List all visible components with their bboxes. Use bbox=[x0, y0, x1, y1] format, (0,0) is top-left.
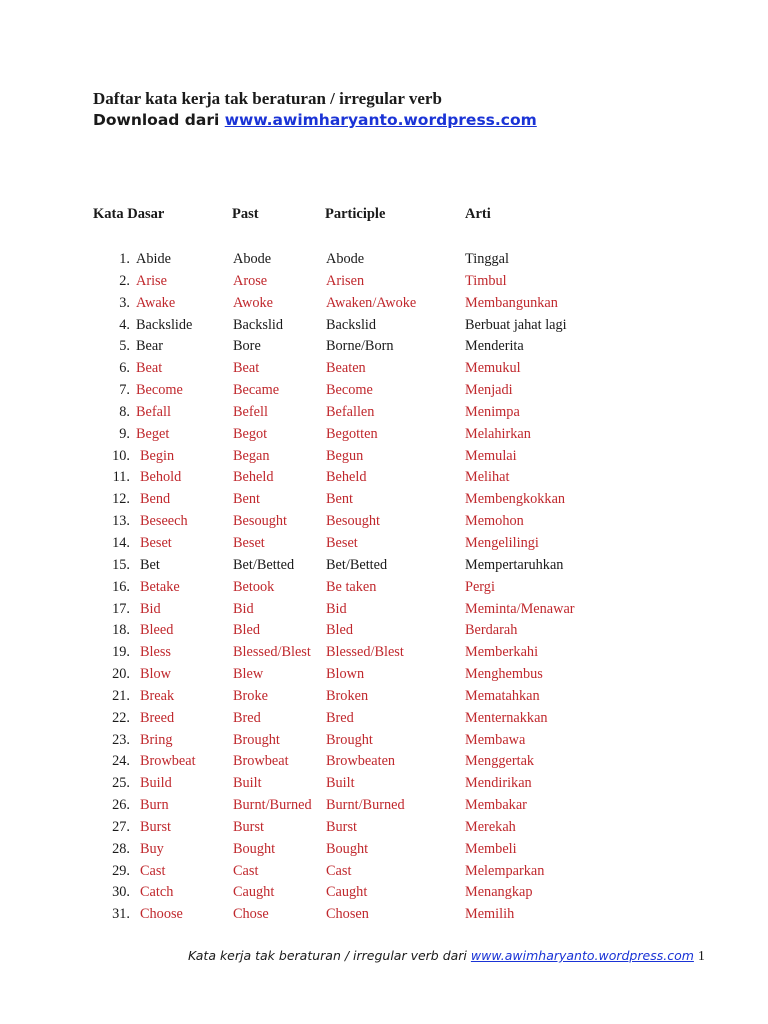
verb-number: 13. bbox=[112, 513, 130, 530]
verb-past: Bet/Betted bbox=[233, 556, 295, 573]
verb-number: 29. bbox=[112, 862, 130, 879]
verb-participle: Arisen bbox=[326, 272, 365, 289]
verb-base: Abide bbox=[136, 251, 171, 267]
verb-participle: Broken bbox=[326, 687, 369, 704]
verb-participle: Caught bbox=[326, 884, 368, 901]
verb-past: Bid bbox=[233, 600, 254, 617]
verb-base: Blow bbox=[140, 666, 171, 683]
verb-meaning: Melahirkan bbox=[465, 425, 531, 442]
verb-participle: Burst bbox=[326, 818, 357, 835]
verb-participle: Blown bbox=[326, 666, 365, 683]
verb-number: 24. bbox=[112, 753, 130, 770]
page-number: 1 bbox=[697, 949, 705, 964]
verb-meaning: Membakar bbox=[465, 797, 527, 814]
verb-number: 5. bbox=[119, 338, 130, 355]
verb-number: 7. bbox=[119, 382, 130, 399]
verb-base: Begin bbox=[140, 447, 175, 464]
verb-base: Bleed bbox=[140, 622, 174, 639]
verb-meaning: Berbuat jahat lagi bbox=[465, 316, 567, 333]
verb-meaning: Memukul bbox=[465, 360, 521, 377]
verb-number: 23. bbox=[112, 731, 130, 748]
table-row bbox=[0, 424, 768, 446]
table-row bbox=[0, 664, 768, 686]
verb-number: 18. bbox=[112, 622, 130, 639]
verb-base: Awake bbox=[136, 294, 176, 311]
table-row bbox=[0, 642, 768, 664]
verb-base: Browbeat bbox=[140, 753, 196, 770]
verb-base: Buy bbox=[140, 840, 164, 857]
verb-past: Bore bbox=[233, 338, 261, 355]
verb-past: Browbeat bbox=[233, 753, 289, 770]
verb-number: 9. bbox=[119, 425, 130, 442]
verb-number: 11. bbox=[112, 469, 130, 486]
verb-number: 26. bbox=[112, 797, 130, 814]
verb-participle: Begun bbox=[326, 447, 364, 464]
verb-meaning: Memilih bbox=[465, 906, 515, 923]
verb-base: Beget bbox=[136, 425, 170, 442]
verb-number: 15. bbox=[112, 556, 130, 573]
verb-participle: Brought bbox=[326, 731, 373, 748]
table-row bbox=[0, 686, 768, 708]
verb-past: Bought bbox=[233, 840, 276, 857]
verb-participle: Beaten bbox=[326, 360, 366, 377]
verb-number: 20. bbox=[112, 666, 130, 683]
verb-base: Arise bbox=[136, 272, 167, 289]
verb-participle: Befallen bbox=[326, 403, 375, 420]
verb-meaning: Melemparkan bbox=[465, 862, 545, 879]
table-row bbox=[0, 795, 768, 817]
table-row bbox=[0, 336, 768, 358]
table-row bbox=[0, 402, 768, 424]
verb-meaning: Menimpa bbox=[465, 403, 520, 420]
verb-meaning: Mendirikan bbox=[465, 775, 532, 792]
table-row bbox=[0, 904, 768, 926]
verb-base: Bring bbox=[140, 731, 173, 748]
verb-meaning: Mengelilingi bbox=[465, 534, 539, 551]
verb-base: Catch bbox=[140, 884, 174, 901]
verb-number: 4. bbox=[119, 316, 130, 333]
verb-past: Beheld bbox=[233, 469, 274, 486]
verb-past: Brought bbox=[233, 731, 280, 748]
verb-past: Caught bbox=[233, 884, 275, 901]
verb-participle: Built bbox=[326, 775, 355, 792]
verb-number: 3. bbox=[119, 294, 130, 311]
verb-number: 12. bbox=[112, 491, 130, 508]
verb-participle: Become bbox=[326, 382, 373, 399]
table-row bbox=[0, 577, 768, 599]
verb-base: Bend bbox=[140, 491, 171, 508]
header-meaning: Arti bbox=[465, 206, 491, 222]
verb-participle: Besought bbox=[326, 513, 381, 530]
verb-past: Became bbox=[233, 382, 280, 399]
verb-participle: Bent bbox=[326, 491, 354, 508]
verb-meaning: Menggertak bbox=[465, 753, 535, 770]
verb-number: 22. bbox=[112, 709, 130, 726]
verb-past: Bred bbox=[233, 709, 261, 726]
verb-past: Chose bbox=[233, 906, 269, 923]
verb-participle: Abode bbox=[326, 251, 365, 267]
verb-meaning: Memohon bbox=[465, 513, 524, 530]
verb-participle: Bought bbox=[326, 840, 369, 857]
verb-number: 10. bbox=[112, 447, 130, 464]
verb-past: Beset bbox=[233, 534, 265, 551]
verb-past: Blessed/Blest bbox=[233, 644, 311, 661]
verb-base: Burn bbox=[140, 797, 169, 814]
verb-base: Beat bbox=[136, 360, 163, 377]
verb-base: Become bbox=[136, 382, 183, 399]
verb-base: Burst bbox=[140, 818, 171, 835]
table-row bbox=[0, 533, 768, 555]
table-row bbox=[0, 293, 768, 315]
verb-number: 2. bbox=[119, 272, 130, 289]
page-footer bbox=[188, 947, 705, 966]
verb-meaning: Melihat bbox=[465, 469, 510, 486]
verb-number: 27. bbox=[112, 818, 130, 835]
verb-past: Betook bbox=[233, 578, 275, 595]
table-row bbox=[0, 315, 768, 337]
verb-number: 8. bbox=[119, 403, 130, 420]
verb-base: Choose bbox=[140, 906, 183, 923]
verb-base: Bear bbox=[136, 338, 163, 355]
verb-meaning: Mematahkan bbox=[465, 687, 540, 704]
verb-past: Awoke bbox=[233, 294, 273, 311]
verb-meaning: Tinggal bbox=[465, 251, 509, 267]
verb-meaning: Timbul bbox=[465, 272, 507, 289]
table-row bbox=[0, 839, 768, 861]
verb-number: 14. bbox=[112, 534, 130, 551]
verb-past: Abode bbox=[233, 251, 272, 267]
verb-participle: Beset bbox=[326, 534, 358, 551]
header-base: Kata Dasar bbox=[93, 206, 165, 222]
verb-participle: Chosen bbox=[326, 906, 369, 923]
table-row bbox=[0, 555, 768, 577]
table-row bbox=[0, 446, 768, 468]
verb-past: Besought bbox=[233, 513, 288, 530]
verb-number: 17. bbox=[112, 600, 130, 617]
verb-meaning: Mempertaruhkan bbox=[465, 556, 564, 573]
verb-base: Bet bbox=[140, 556, 160, 573]
verb-base: Build bbox=[140, 775, 172, 792]
verb-number: 16. bbox=[112, 578, 130, 595]
verb-participle: Blessed/Blest bbox=[326, 644, 404, 661]
verb-meaning: Menangkap bbox=[465, 884, 533, 901]
verb-participle: Burnt/Burned bbox=[326, 797, 405, 814]
table-row bbox=[0, 773, 768, 795]
verb-participle: Awaken/Awoke bbox=[326, 294, 417, 311]
table-row bbox=[0, 511, 768, 533]
table-row bbox=[0, 730, 768, 752]
verb-base: Beseech bbox=[140, 513, 188, 530]
table-row bbox=[0, 882, 768, 904]
verb-table bbox=[0, 249, 768, 926]
verb-meaning: Menternakkan bbox=[465, 709, 548, 726]
verb-past: Built bbox=[233, 775, 262, 792]
table-row bbox=[0, 620, 768, 642]
footer-link[interactable]: www.awimharyanto.wordpress.com bbox=[470, 948, 694, 963]
verb-meaning: Menjadi bbox=[465, 382, 513, 399]
verb-past: Began bbox=[233, 447, 270, 464]
verb-number: 30. bbox=[112, 884, 130, 901]
download-link[interactable]: www.awimharyanto.wordpress.com bbox=[224, 111, 537, 129]
table-row bbox=[0, 708, 768, 730]
table-row bbox=[0, 380, 768, 402]
verb-participle: Borne/Born bbox=[326, 338, 394, 355]
verb-number: 21. bbox=[112, 687, 130, 704]
verb-participle: Be taken bbox=[326, 578, 377, 595]
verb-base: Breed bbox=[140, 709, 175, 726]
verb-past: Blew bbox=[233, 666, 264, 683]
verb-participle: Browbeaten bbox=[326, 753, 396, 770]
table-row bbox=[0, 467, 768, 489]
verb-participle: Bred bbox=[326, 709, 354, 726]
verb-meaning: Membeli bbox=[465, 840, 517, 857]
verb-number: 6. bbox=[119, 360, 130, 377]
verb-base: Betake bbox=[140, 578, 180, 595]
verb-meaning: Memulai bbox=[465, 447, 517, 464]
header-past: Past bbox=[232, 206, 259, 222]
verb-past: Burst bbox=[233, 818, 264, 835]
verb-meaning: Pergi bbox=[465, 578, 495, 595]
verb-past: Arose bbox=[233, 272, 268, 289]
header-participle: Participle bbox=[325, 206, 386, 222]
verb-participle: Backslid bbox=[326, 316, 377, 333]
footer-text: Kata kerja tak beraturan / irregular verb dari bbox=[188, 948, 471, 963]
verb-participle: Bid bbox=[326, 600, 347, 617]
verb-meaning: Menderita bbox=[465, 338, 524, 355]
verb-participle: Begotten bbox=[326, 425, 378, 442]
verb-meaning: Memberkahi bbox=[465, 644, 539, 661]
verb-past: Burnt/Burned bbox=[233, 797, 312, 814]
verb-past: Beat bbox=[233, 360, 260, 377]
verb-meaning: Berdarah bbox=[465, 622, 518, 639]
table-row bbox=[0, 599, 768, 621]
table-row bbox=[0, 861, 768, 883]
verb-past: Befell bbox=[233, 403, 268, 420]
verb-participle: Bet/Betted bbox=[326, 556, 388, 573]
table-row bbox=[0, 817, 768, 839]
verb-participle: Bled bbox=[326, 622, 354, 639]
verb-base: Backslide bbox=[136, 316, 193, 333]
verb-base: Befall bbox=[136, 403, 171, 420]
table-row bbox=[0, 249, 768, 271]
verb-number: 25. bbox=[112, 775, 130, 792]
table-row bbox=[0, 358, 768, 380]
verb-base: Bless bbox=[140, 644, 171, 661]
verb-number: 1. bbox=[119, 251, 130, 267]
verb-number: 19. bbox=[112, 644, 130, 661]
table-row bbox=[0, 489, 768, 511]
verb-meaning: Membawa bbox=[465, 731, 526, 748]
verb-base: Behold bbox=[140, 469, 182, 486]
document-title: Daftar kata kerja tak beraturan / irregular verb bbox=[93, 89, 442, 108]
verb-base: Cast bbox=[140, 862, 166, 879]
verb-number: 28. bbox=[112, 840, 130, 857]
verb-past: Broke bbox=[233, 687, 268, 704]
verb-participle: Cast bbox=[326, 862, 352, 879]
verb-meaning: Membangunkan bbox=[465, 294, 558, 311]
verb-past: Begot bbox=[233, 425, 268, 442]
verb-base: Bid bbox=[140, 600, 161, 617]
verb-meaning: Meminta/Menawar bbox=[465, 600, 575, 617]
verb-past: Cast bbox=[233, 862, 259, 879]
verb-past: Backslid bbox=[233, 316, 284, 333]
verb-participle: Beheld bbox=[326, 469, 367, 486]
verb-past: Bent bbox=[233, 491, 261, 508]
verb-meaning: Menghembus bbox=[465, 666, 543, 683]
verb-base: Beset bbox=[140, 534, 172, 551]
document-subtitle bbox=[93, 110, 537, 130]
verb-meaning: Membengkokkan bbox=[465, 491, 566, 508]
verb-past: Bled bbox=[233, 622, 261, 639]
subtitle-prefix: Download dari bbox=[93, 111, 225, 129]
table-header bbox=[0, 206, 768, 226]
verb-base: Break bbox=[140, 687, 175, 704]
table-row bbox=[0, 271, 768, 293]
table-row bbox=[0, 751, 768, 773]
verb-meaning: Merekah bbox=[465, 818, 516, 835]
verb-number: 31. bbox=[112, 906, 130, 923]
